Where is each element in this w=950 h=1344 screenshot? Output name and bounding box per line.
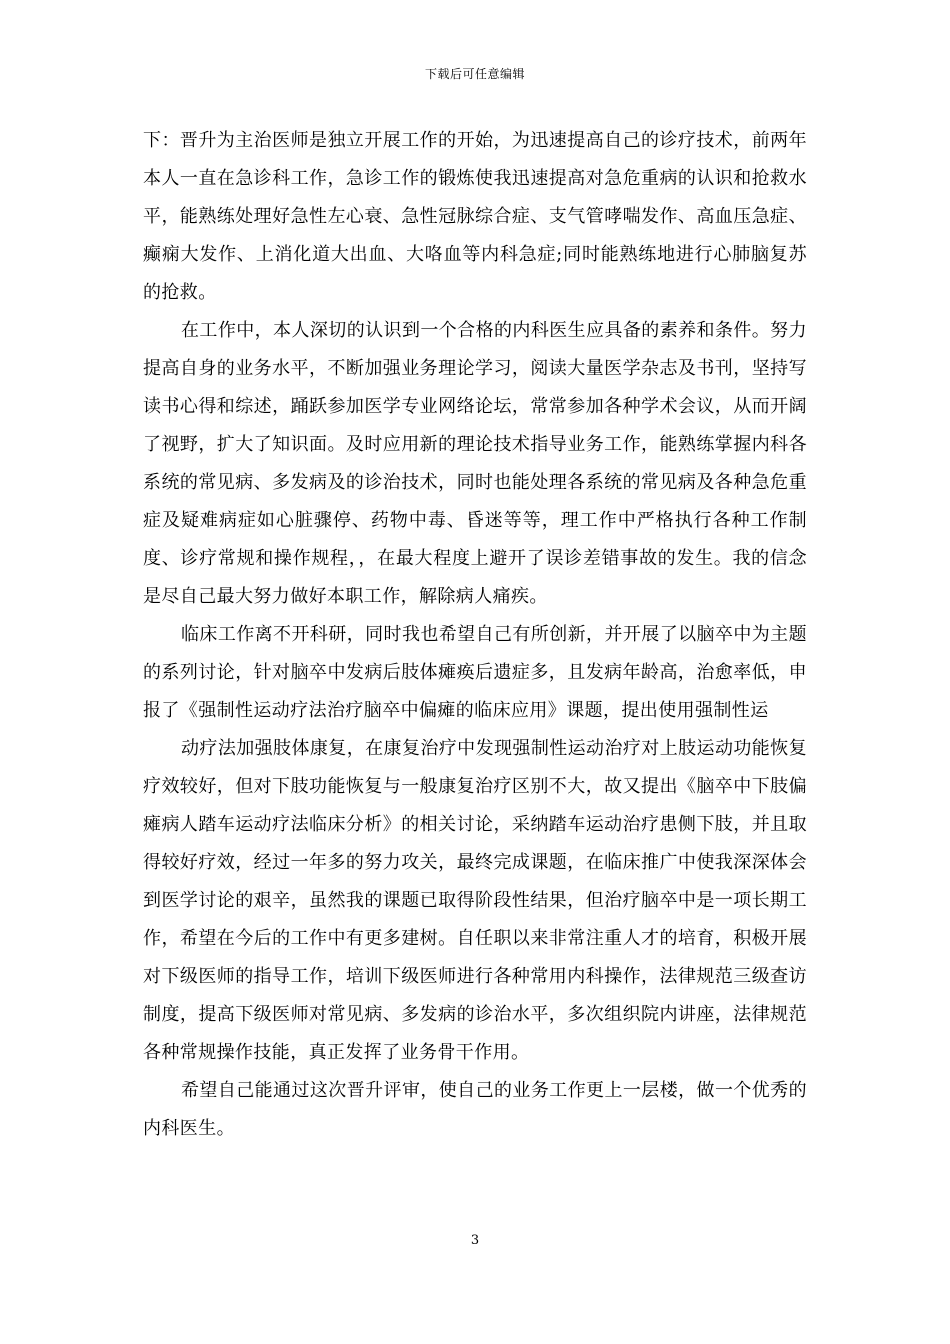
paragraph-1: 下：晋升为主治医师是独立开展工作的开始，为迅速提高自己的诊疗技术，前两年本人一直在急诊科工作，急诊工作的锻炼使我迅速提高对急危重病的认识和抢救水平，能熟练处理好急性左心衰、急性冠脉综合症、支气管哮喘发作、高血压急症、癫痫大发作、上消化道大出血、大咯血等内科急症;同时能熟练地进行心肺脑复苏的抢救。 — [143, 130, 807, 303]
paragraph-2: 在工作中，本人深切的认识到一个合格的内科医生应具备的素养和条件。努力提高自身的业务水平，不断加强业务理论学习，阅读大量医学杂志及书刊，坚持写读书心得和综述，踊跃参加医学专业网络论坛，常常参加各种学术会议，从而开阔了视野，扩大了知识面。及时应用新的理论技术指导业务工作，能熟练掌握内科各系统的常见病、多发病及的诊治技术，同时也能处理各系统的常见病及各种急危重症及疑难病症如心脏骤停、药物中毒、昏迷等等，理工作中严格执行各种工作制度、诊疗常规和操作规程，，在最大程度上避开了误诊差错事故的发生。我的信念是尽自己最大努力做好本职工作，解除病人痛疾。 — [143, 320, 807, 607]
paragraph-5: 希望自己能通过这次晋升评审，使自己的业务工作更上一层楼，做一个优秀的内科医生。 — [143, 1080, 807, 1139]
paragraph-4: 动疗法加强肢体康复，在康复治疗中发现强制性运动治疗对上肢运动功能恢复疗效较好，但对下肢功能恢复与一般康复治疗区别不大，故又提出《脑卒中下肢偏瘫病人踏车运动疗法临床分析》的相关讨论，采纳踏车运动治疗患侧下肢，并且取得较好疗效，经过一年多的努力攻关，最终完成课题，在临床推广中使我深深体会到医学讨论的艰辛，虽然我的课题已取得阶段性结果，但治疗脑卒中是一项长期工作，希望在今后的工作中有更多建树。自任职以来非常注重人才的培育，积极开展对下级医师的指导工作，培训下级医师进行各种常用内科操作，法律规范三级查访制度，提高下级医师对常见病、多发病的诊治水平，多次组织院内讲座，法律规范各种常规操作技能，真正发挥了业务骨干作用。 — [143, 738, 807, 1063]
paragraph-3: 临床工作离不开科研，同时我也希望自己有所创新，并开展了以脑卒中为主题的系列讨论，针对脑卒中发病后肢体瘫痪后遗症多，且发病年龄高，治愈率低，申报了《强制性运动疗法治疗脑卒中偏瘫的临床应用》课题，提出使用强制性运 — [143, 624, 807, 721]
page-header: 下载后可任意编辑 — [424, 67, 525, 81]
page-number: 3 — [470, 1233, 480, 1248]
document-body — [143, 122, 807, 1148]
